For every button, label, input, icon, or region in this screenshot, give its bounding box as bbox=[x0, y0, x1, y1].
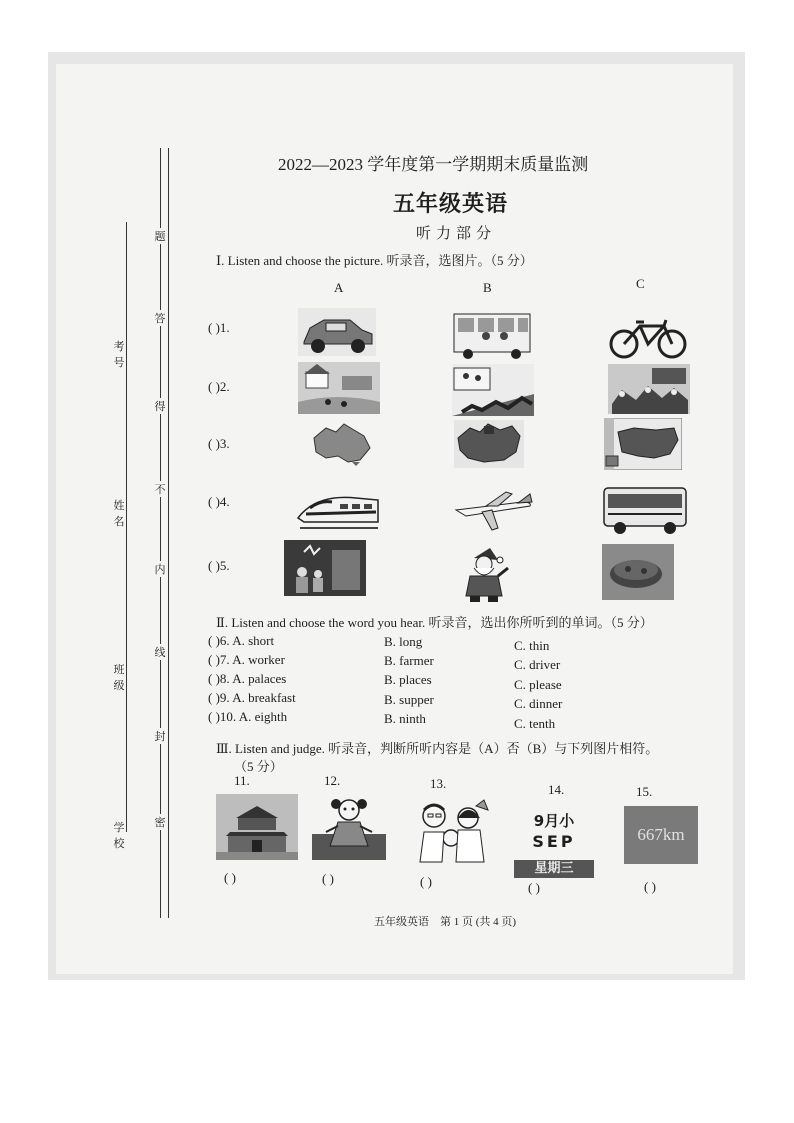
australia-map-picture bbox=[308, 422, 374, 466]
column-c-label: C bbox=[636, 276, 645, 291]
firework-family-picture bbox=[284, 540, 366, 596]
seal-char-7: 封 bbox=[154, 728, 166, 744]
q8-option-a: ( )8. A. palaces bbox=[208, 671, 287, 686]
section3-heading: Ⅲ. Listen and judge. 听录音，判断所听内容是（A）否（B）与下列图片相符。 bbox=[216, 741, 659, 756]
seal-char-3: 得 bbox=[154, 398, 166, 414]
q3-label: ( )3. bbox=[208, 436, 230, 451]
field-school: 学校 bbox=[113, 822, 125, 850]
seal-char-1: 题 bbox=[154, 228, 166, 244]
q7-option-a: ( )7. A. worker bbox=[208, 652, 285, 667]
calendar-weekday: 星期三 bbox=[514, 860, 594, 878]
q7-option-b: B. farmer bbox=[384, 653, 434, 668]
calendar-month-en: SEP bbox=[532, 832, 576, 851]
q15-blank: ( ) bbox=[644, 879, 656, 894]
field-class: 班级 bbox=[113, 664, 125, 692]
mooncake-picture bbox=[602, 544, 674, 600]
q10-option-c: C. tenth bbox=[514, 716, 556, 731]
column-a-label: A bbox=[334, 280, 344, 295]
section1-heading: Ⅰ. Listen and choose the picture. 听录音，选图片。（5 分） bbox=[216, 253, 533, 268]
q6-option-c: C. thin bbox=[514, 638, 550, 653]
part-title: 听力部分 bbox=[416, 226, 497, 242]
seal-char-4: 不 bbox=[154, 481, 166, 497]
q13-number: 13. bbox=[430, 776, 447, 791]
q11-number: 11. bbox=[234, 773, 250, 788]
seal-char-2: 答 bbox=[154, 310, 166, 326]
q10-option-a: ( )10. A. eighth bbox=[208, 709, 288, 724]
distance-sign: 667km bbox=[624, 806, 698, 864]
coach-bus-picture bbox=[602, 484, 688, 536]
exam-sheet bbox=[56, 64, 733, 974]
q5-label: ( )5. bbox=[208, 558, 230, 573]
santa-picture bbox=[460, 546, 510, 604]
bus-inside-picture bbox=[452, 310, 532, 360]
crowd-picture bbox=[452, 364, 534, 416]
q12-number: 12. bbox=[324, 773, 341, 788]
playground-picture bbox=[298, 362, 380, 414]
q11-blank: ( ) bbox=[224, 870, 236, 885]
q6-option-b: B. long bbox=[384, 634, 423, 649]
seal-char-8: 密 bbox=[154, 814, 166, 830]
q8-option-c: C. please bbox=[514, 677, 562, 692]
bicycle-picture bbox=[608, 316, 690, 360]
seal-char-6: 线 bbox=[154, 644, 166, 660]
q15-number: 15. bbox=[636, 784, 653, 799]
field-name: 姓名 bbox=[113, 500, 125, 528]
q6-option-a: ( )6. A. short bbox=[208, 633, 275, 648]
q8-option-b: B. places bbox=[384, 672, 432, 687]
q4-label: ( )4. bbox=[208, 494, 230, 509]
margin-field-line bbox=[126, 222, 127, 832]
q2-label: ( )2. bbox=[208, 379, 230, 394]
field-exam-number: 考号 bbox=[113, 341, 125, 369]
margin-seal-line bbox=[168, 148, 169, 918]
q9-option-a: ( )9. A. breakfast bbox=[208, 690, 296, 705]
exam-subject: 五年级英语 bbox=[393, 191, 509, 216]
seal-char-5: 内 bbox=[154, 561, 166, 577]
page-footer: 五年级英语 第 1 页 (共 4 页) bbox=[374, 916, 517, 928]
parade-picture bbox=[608, 364, 690, 414]
airplane-picture bbox=[452, 488, 534, 534]
family-picture bbox=[410, 798, 496, 864]
q1-label: ( )1. bbox=[208, 320, 230, 335]
car-picture bbox=[298, 308, 376, 356]
calendar-month-cn: 9月小 bbox=[533, 812, 575, 830]
column-b-label: B bbox=[483, 280, 492, 295]
q14-number: 14. bbox=[548, 782, 565, 797]
exam-title: 2022—2023 学年度第一学期期末质量监测 bbox=[278, 155, 589, 174]
section2-heading: Ⅱ. Listen and choose the word you hear. 听录音，选出你所听到的单词。（5 分） bbox=[216, 615, 653, 630]
exam-photo bbox=[48, 52, 745, 980]
canada-map-picture bbox=[454, 420, 524, 468]
q10-option-b: B. ninth bbox=[384, 711, 426, 726]
tiananmen-picture bbox=[216, 794, 298, 860]
q14-blank: ( ) bbox=[528, 880, 540, 895]
q9-option-b: B. supper bbox=[384, 692, 434, 707]
section3-score: （5 分） bbox=[234, 759, 283, 774]
margin-dash-line bbox=[160, 148, 161, 918]
q12-blank: ( ) bbox=[322, 871, 334, 886]
girl-picture bbox=[312, 794, 386, 860]
q13-blank: ( ) bbox=[420, 874, 432, 889]
usa-map-picture bbox=[604, 418, 682, 470]
q9-option-c: C. dinner bbox=[514, 696, 563, 711]
high-speed-train-picture bbox=[296, 488, 380, 534]
q7-option-c: C. driver bbox=[514, 657, 561, 672]
